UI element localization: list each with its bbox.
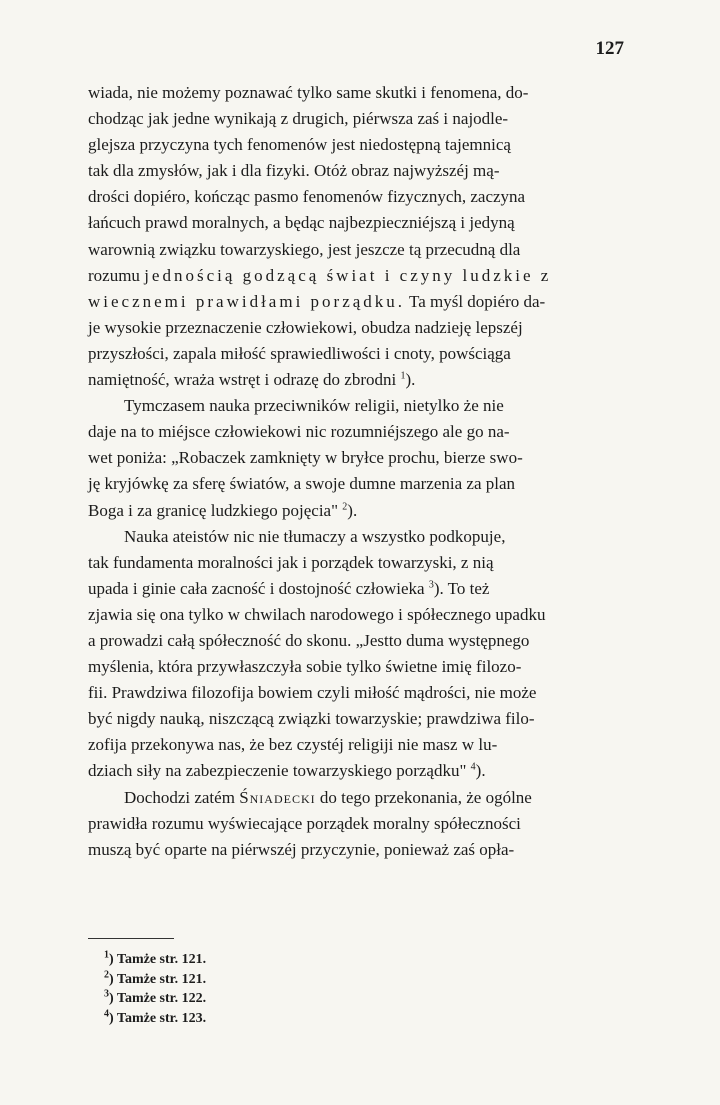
text-fragment: dziach siły na zabezpieczenie towarzyskiego porządku" <box>88 761 471 781</box>
footnote-mark: 4 <box>104 1007 109 1019</box>
text-fragment: rozumu <box>88 265 145 285</box>
text-line <box>88 289 628 315</box>
emphasized-text: jednością godzącą świat i czyny ludzkie z <box>144 265 552 285</box>
text-line <box>88 498 628 524</box>
text-line: fii. Prawdziwa filozofija bowiem czyli miłość mądrości, nie może <box>88 683 537 703</box>
footnote-mark: 1 <box>104 949 109 961</box>
footnote-mark: 2 <box>104 968 109 980</box>
text-fragment: Ta myśl dopiéro da- <box>405 291 546 311</box>
page-number: 127 <box>595 38 624 59</box>
paragraph-2 <box>88 393 628 523</box>
text-line: wiada, nie możemy poznawać tylko same skutki i fenomena, do- <box>88 83 529 102</box>
text-line: a prowadzi całą spółeczność do skonu. „Jestto duma występnego <box>88 630 530 650</box>
body-text <box>88 80 628 863</box>
text-fragment: ). <box>405 370 416 390</box>
text-line: zjawia się ona tylko w chwilach narodowego i spółecznego upadku <box>88 604 546 624</box>
text-line: glejsza przyczyna tych fenomenów jest niedostępną tajemnicą <box>88 135 511 155</box>
footnote <box>104 1009 206 1029</box>
text-fragment: Boga i za granicę ludzkiego pojęcia" <box>88 500 343 520</box>
footnotes <box>104 950 206 1028</box>
text-line: muszą być oparte na piérwszéj przyczynie, ponieważ zaś opła- <box>88 839 515 859</box>
text-fragment: do tego przekonania, że ogólne <box>315 787 532 807</box>
paragraph-1 <box>88 80 628 393</box>
text-line <box>88 367 628 393</box>
text-line <box>88 785 628 811</box>
text-line <box>88 576 628 602</box>
text-line: warownią związku towarzyskiego, jest jeszcze tą przecudną dla <box>88 239 521 259</box>
text-line: myślenia, która przywłaszczyła sobie tylko świetne imię filozo- <box>88 657 522 677</box>
text-line: Tymczasem nauka przeciwników religii, nietylko że nie <box>124 396 504 416</box>
footnote <box>104 950 206 970</box>
footnote <box>104 989 206 1009</box>
text-line <box>88 758 628 784</box>
footnote-ref: 3 <box>428 579 434 591</box>
footnote <box>104 970 206 990</box>
text-line: zofija przekonywa nas, że bez czystéj religiji nie masz w lu- <box>88 735 498 755</box>
text-line: być nigdy nauką, niszczącą związki towarzyskie; prawdziwa filo- <box>88 709 535 729</box>
footnote-ref: 2 <box>342 500 348 512</box>
text-line: drości dopiéro, kończąc pasmo fenomenów fizycznych, zaczyna <box>88 187 526 207</box>
text-line: Nauka ateistów nic nie tłumaczy a wszystko podkopuje, <box>124 526 506 546</box>
text-line: wet poniża: „Robaczek zamknięty w bryłce prochu, bierze swo- <box>88 448 523 468</box>
text-line: prawidła rozumu wyświecające porządek moralny spółeczności <box>88 813 521 833</box>
text-fragment: namiętność, wraża wstręt i odrazę do zbrodni <box>88 370 401 390</box>
author-name: Śniadecki <box>239 787 316 807</box>
footnote-divider <box>88 938 174 939</box>
text-line: daje na to miéjsce człowiekowi nic rozumniéjszego ale go na- <box>88 422 510 442</box>
text-line: tak fundamenta moralności jak i porządek towarzyski, z nią <box>88 552 494 572</box>
text-line: je wysokie przeznaczenie człowiekowi, obudza nadzieję lepszéj <box>88 317 523 337</box>
text-line <box>88 263 628 289</box>
text-line: przyszłości, zapala miłość sprawiedliwości i cnoty, powściąga <box>88 343 511 363</box>
footnote-mark: 3 <box>104 988 109 1000</box>
paragraph-4 <box>88 785 628 863</box>
text-fragment: upada i ginie cała zacność i dostojność człowieka <box>88 578 429 598</box>
footnote-text: ) Tamże str. 121. <box>109 952 207 967</box>
text-fragment: ). <box>475 761 486 781</box>
footnote-ref: 4 <box>470 761 476 773</box>
footnote-text: ) Tamże str. 121. <box>109 971 207 987</box>
emphasized-text: wiecznemi prawidłami porządku. <box>88 291 406 311</box>
text-line: tak dla zmysłów, jak i dla fizyki. Otóż obraz najwyższéj mą- <box>88 161 500 181</box>
footnote-ref: 1 <box>400 370 406 382</box>
text-fragment: ). To też <box>433 578 490 598</box>
text-line: łańcuch prawd moralnych, a będąc najbezpieczniéjszą i jedyną <box>88 213 515 233</box>
text-line: chodząc jak jedne wynikają z drugich, piérwsza zaś i najodle- <box>88 109 509 129</box>
footnote-text: ) Tamże str. 123. <box>109 1010 207 1026</box>
paragraph-3 <box>88 524 628 785</box>
text-line: ję kryjówkę za sferę światów, a swoje dumne marzenia za plan <box>88 474 516 494</box>
text-fragment: ). <box>347 500 358 520</box>
text-fragment: Dochodzi zatém <box>124 787 240 807</box>
footnote-text: ) Tamże str. 122. <box>109 991 207 1006</box>
